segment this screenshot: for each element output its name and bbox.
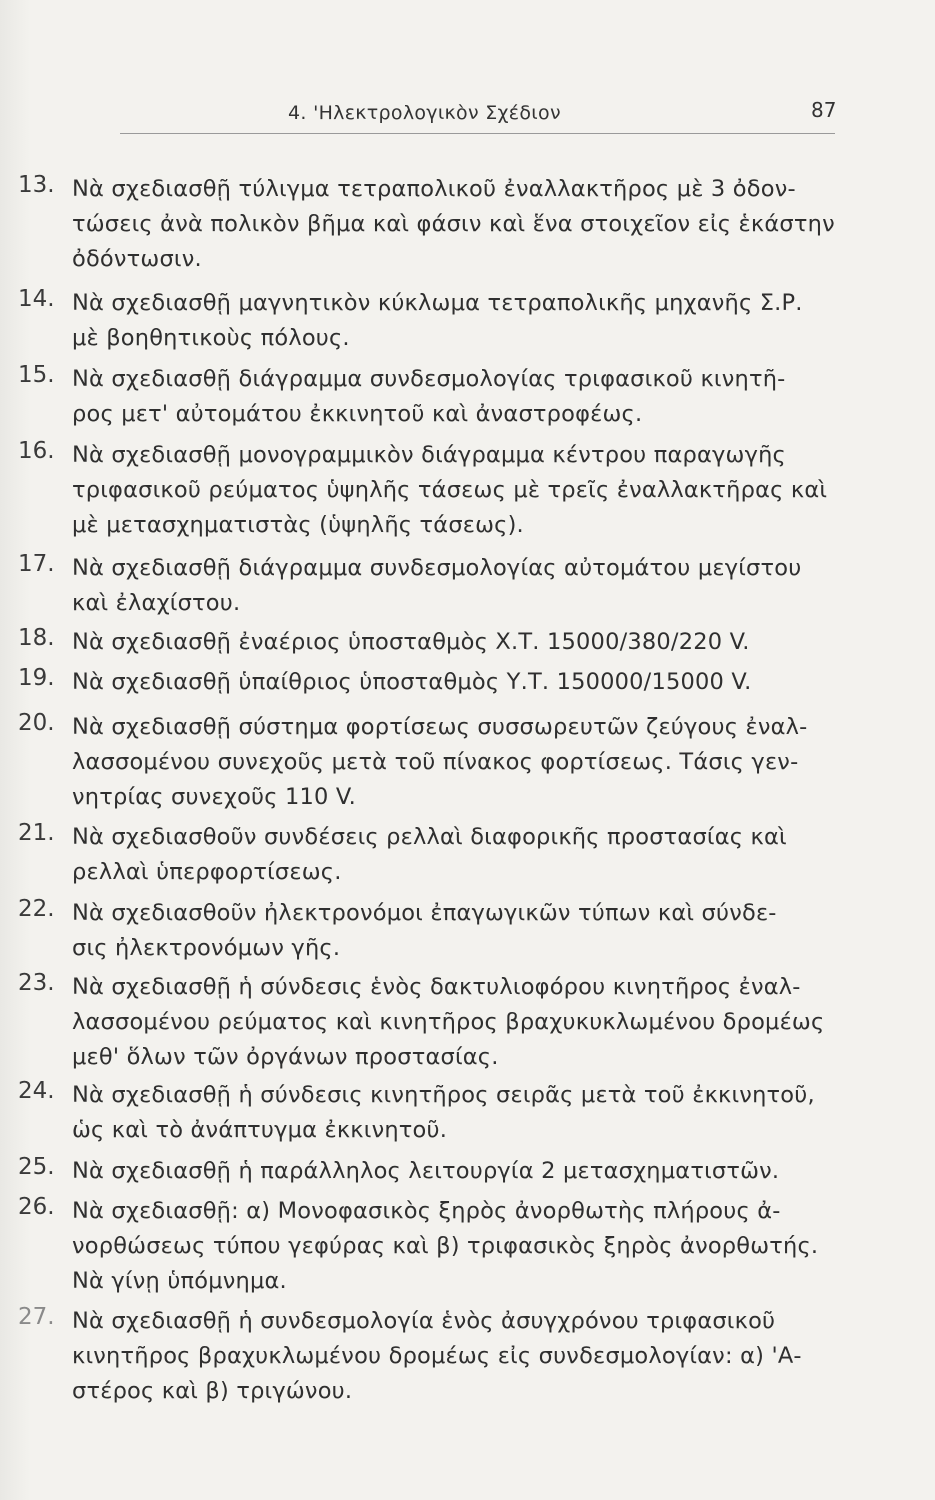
text-line: Νὰ σχεδιασθῇ διάγραμμα συνδεσμολογίας αὐτομάτου μεγίστου (72, 555, 802, 581)
text-line: στέρος καὶ β) τριγώνου. (72, 1378, 353, 1404)
text-line: νητρίας συνεχοῦς 110 V. (72, 784, 356, 810)
text-line: λασσομένου συνεχοῦς μετὰ τοῦ πίνακος φορτίσεως. Τάσις γεν- (72, 749, 799, 775)
list-item (0, 286, 935, 362)
item-number: 27. (18, 1304, 55, 1330)
text-line: Νὰ σχεδιασθῇ ἡ σύνδεσις ἑνὸς δακτυλιοφόρου κινητῆρος ἐναλ- (72, 974, 801, 1000)
item-number: 17. (18, 551, 55, 577)
list-item (0, 625, 935, 665)
text-line: Νὰ σχεδιασθῇ ἡ παράλληλος λειτουργία 2 μετασχηματιστῶν. (72, 1158, 780, 1184)
text-line: Νὰ σχεδιασθῇ ἡ σύνδεσις κινητῆρος σειρᾶς μετὰ τοῦ ἐκκινητοῦ, (72, 1082, 815, 1108)
item-number: 16. (18, 438, 55, 464)
item-number: 26. (18, 1194, 55, 1220)
item-number: 21. (18, 820, 55, 846)
item-number: 15. (18, 362, 55, 388)
text-line: τριφασικοῦ ρεύματος ὑψηλῆς τάσεως μὲ τρεῖς ἐναλλακτῆρας καὶ (72, 477, 828, 503)
item-number: 20. (18, 710, 55, 736)
item-number: 23. (18, 970, 55, 996)
text-line: Νὰ σχεδιασθοῦν ἠλεκτρονόμοι ἐπαγωγικῶν τύπων καὶ σύνδε- (72, 900, 777, 926)
item-text (72, 362, 842, 432)
text-line: Νὰ σχεδιασθῇ ἡ συνδεσμολογία ἑνὸς ἀσυγχρόνου τριφασικοῦ (72, 1308, 776, 1334)
item-text (72, 172, 842, 277)
item-text (72, 1304, 842, 1409)
item-text (72, 625, 842, 660)
item-number: 13. (18, 172, 55, 198)
list-item (0, 172, 935, 286)
text-line: λασσομένου ρεύματος καὶ κινητῆρος βραχυκυκλωμένου δρομέως (72, 1009, 825, 1035)
item-text (72, 665, 842, 700)
text-line: μεθ' ὅλων τῶν ὀργάνων προστασίας. (72, 1044, 499, 1070)
item-number: 14. (18, 286, 55, 312)
list-item (0, 1154, 935, 1194)
item-text (72, 970, 842, 1075)
list-item (0, 1194, 935, 1304)
item-text (72, 1078, 842, 1148)
text-line: Νὰ σχεδιασθοῦν συνδέσεις ρελλαὶ διαφορικῆς προστασίας καὶ (72, 824, 787, 850)
list-item (0, 1304, 935, 1414)
text-line: σις ἠλεκτρονόμων γῆς. (72, 935, 341, 961)
text-line: Νὰ σχεδιασθῇ τύλιγμα τετραπολικοῦ ἐναλλακτῆρος μὲ 3 ὀδον- (72, 176, 796, 202)
item-text (72, 1154, 842, 1189)
text-line: κινητῆρος βραχυκλωμένου δρομέως εἰς συνδεσμολογίαν: α) 'Α- (72, 1343, 802, 1369)
list-item (0, 896, 935, 970)
item-text (72, 896, 842, 966)
item-number: 22. (18, 896, 55, 922)
list-item (0, 970, 935, 1078)
item-text (72, 286, 842, 356)
list-item (0, 438, 935, 551)
list-item (0, 1078, 935, 1154)
running-header (0, 98, 935, 138)
text-line: μὲ βοηθητικοὺς πόλους. (72, 325, 350, 351)
text-line: καὶ ἐλαχίστου. (72, 590, 241, 616)
text-line: ρος μετ' αὐτομάτου ἐκκινητοῦ καὶ ἀναστροφέως. (72, 401, 643, 427)
text-line: Νὰ σχεδιασθῇ σύστημα φορτίσεως συσσωρευτῶν ζεύγους ἐναλ- (72, 714, 808, 740)
item-text (72, 820, 842, 890)
list-item (0, 551, 935, 625)
text-line: Νὰ σχεδιασθῇ ὑπαίθριος ὑποσταθμὸς Υ.Τ. 150000/15000 V. (72, 669, 752, 695)
list-item (0, 820, 935, 896)
list-item (0, 710, 935, 820)
text-line: Νὰ σχεδιασθῇ μαγνητικὸν κύκλωμα τετραπολικῆς μηχανῆς Σ.Ρ. (72, 290, 803, 316)
text-line: ρελλαὶ ὑπερφορτίσεως. (72, 859, 342, 885)
text-line: Νὰ γίνῃ ὑπόμνημα. (72, 1268, 287, 1294)
item-number: 18. (18, 625, 55, 651)
chapter-title: 4. 'Ηλεκτρολογικὸν Σχέδιον (288, 102, 561, 124)
exercise-list (0, 172, 935, 1414)
text-line: μὲ μετασχηματιστὰς (ὑψηλῆς τάσεως). (72, 512, 524, 538)
list-item (0, 362, 935, 438)
item-text (72, 551, 842, 621)
text-line: Νὰ σχεδιασθῇ μονογραμμικὸν διάγραμμα κέντρου παραγωγῆς (72, 442, 786, 468)
item-text (72, 438, 842, 543)
text-line: ὀδόντωσιν. (72, 246, 202, 272)
header-rule (120, 133, 835, 134)
text-line: Νὰ σχεδιασθῇ ἐναέριος ὑποσταθμὸς Χ.Τ. 15000/380/220 V. (72, 629, 750, 655)
text-line: ὡς καὶ τὸ ἀνάπτυγμα ἐκκινητοῦ. (72, 1117, 448, 1143)
text-line: Νὰ σχεδιασθῇ: α) Μονοφασικὸς ξηρὸς ἀνορθωτὴς πλήρους ἀ- (72, 1198, 781, 1224)
item-number: 19. (18, 665, 55, 691)
list-item (0, 665, 935, 710)
item-number: 24. (18, 1078, 55, 1104)
item-text (72, 710, 842, 815)
item-number: 25. (18, 1154, 55, 1180)
text-line: Νὰ σχεδιασθῇ διάγραμμα συνδεσμολογίας τριφασικοῦ κινητῆ- (72, 366, 786, 392)
text-line: τώσεις ἀνὰ πολικὸν βῆμα καὶ φάσιν καὶ ἕνα στοιχεῖον εἰς ἑκάστην (72, 211, 835, 237)
item-text (72, 1194, 842, 1299)
text-line: νορθώσεως τύπου γεφύρας καὶ β) τριφασικὸς ξηρὸς ἀνορθωτής. (72, 1233, 819, 1259)
page-number: 87 (811, 98, 837, 122)
